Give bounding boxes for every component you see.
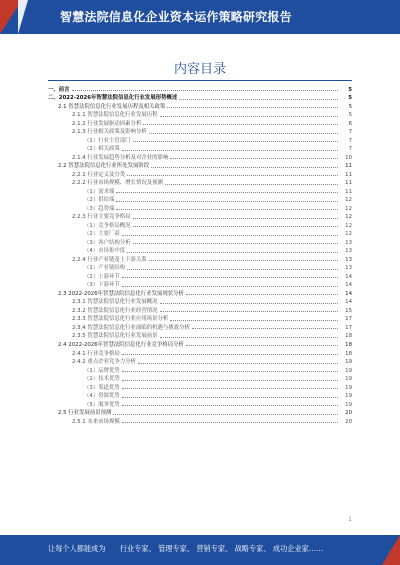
- toc-entry-page: 19: [345, 367, 352, 374]
- toc-entry[interactable]: [48, 365, 352, 374]
- toc-entry[interactable]: [48, 161, 352, 170]
- toc-entry-title: （1）竞争格局概况: [84, 222, 131, 229]
- toc-entry[interactable]: [48, 391, 352, 400]
- toc-entry[interactable]: [48, 246, 352, 255]
- toc-entry-title: 2.1 智慧法院信息化行业发展历程及相关政策: [58, 103, 166, 110]
- table-of-contents: [48, 84, 352, 425]
- toc-leader-dots: [122, 150, 338, 151]
- toc-entry-page: 12: [345, 197, 352, 204]
- toc-entry[interactable]: [48, 280, 352, 289]
- toc-leader-dots: [127, 252, 338, 253]
- toc-leader-dots: [113, 414, 338, 415]
- toc-entry-page: 20: [345, 418, 352, 425]
- toc-leader-dots: [133, 243, 338, 244]
- toc-leader-dots: [122, 286, 338, 287]
- toc-entry-title: （2）供给端: [84, 197, 115, 204]
- toc-entry[interactable]: [48, 127, 352, 136]
- toc-entry-page: 19: [345, 393, 352, 400]
- footer-lead: 让每个人都能成为: [48, 544, 106, 553]
- footer-role: 营销专家: [196, 544, 226, 553]
- footer-slogan: [48, 544, 323, 554]
- toc-entry-title: 2.3.1 智慧法院信息化行业发展概况: [72, 299, 158, 306]
- toc-entry-title: （2）主要厂商: [84, 231, 120, 238]
- toc-entry-page: 13: [345, 239, 352, 246]
- toc-entry-page: 12: [345, 205, 352, 212]
- toc-leader-dots: [127, 269, 338, 270]
- toc-leader-dots: [122, 277, 338, 278]
- toc-leader-dots: [133, 218, 338, 219]
- toc-entry-page: 19: [345, 384, 352, 391]
- toc-leader-dots: [127, 175, 338, 176]
- toc-entry[interactable]: [48, 254, 352, 263]
- toc-entry-title: 2.5.1 未来市场规模: [72, 418, 120, 425]
- toc-entry-page: 19: [345, 359, 352, 366]
- toc-entry-page: 6: [348, 120, 352, 127]
- toc-entry-page: 11: [345, 163, 352, 170]
- toc-entry[interactable]: [48, 297, 352, 306]
- toc-entry-title: 2.3.2 智慧法院信息化行业经营情况: [72, 307, 158, 314]
- toc-leader-dots: [116, 201, 338, 202]
- footer-role: 战略专家: [234, 544, 264, 553]
- toc-leader-dots: [179, 99, 338, 100]
- footer-role: 管理专家: [158, 544, 187, 553]
- toc-entry-title: （2）技术优势: [84, 376, 120, 383]
- toc-entry-title: （3）客户结构分析: [84, 239, 131, 246]
- toc-entry-page: 5: [348, 95, 352, 102]
- toc-entry[interactable]: [48, 93, 352, 102]
- toc-leader-dots: [149, 133, 338, 134]
- toc-entry[interactable]: [48, 220, 352, 229]
- toc-entry-page: 15: [345, 307, 352, 314]
- toc-entry-page: 7: [348, 129, 352, 136]
- toc-entry-title: （1）行业主管部门: [84, 137, 131, 144]
- toc-entry[interactable]: [48, 178, 352, 187]
- report-title: 智慧法院信息化企业资本运作策略研究报告: [60, 10, 292, 24]
- toc-entry-page: 20: [345, 410, 352, 417]
- toc-entry[interactable]: [48, 408, 352, 417]
- toc-leader-dots: [170, 320, 338, 321]
- toc-entry[interactable]: [48, 144, 352, 153]
- toc-entry-title: 2.3.4 智慧法院信息化行业面临的机遇与挑战分析: [72, 324, 190, 331]
- toc-entry-title: 2.2.2 行业市场规模、增长情况及预测: [72, 180, 163, 187]
- toc-entry-title: （3）渠道优势: [84, 384, 120, 391]
- toc-entry[interactable]: [48, 84, 352, 93]
- toc-leader-dots: [170, 158, 338, 159]
- toc-leader-dots: [138, 363, 338, 364]
- toc-entry-page: 10: [345, 154, 352, 161]
- toc-leader-dots: [133, 141, 338, 142]
- toc-entry-page: 12: [345, 214, 352, 221]
- header-white-accent: [18, 0, 28, 34]
- toc-entry-page: 12: [345, 222, 352, 229]
- toc-entry-page: 13: [345, 256, 352, 263]
- toc-entry-title: 2.1.2 行业发展驱动因素分析: [72, 120, 142, 127]
- page-number: 1: [348, 516, 352, 523]
- toc-entry[interactable]: [48, 357, 352, 366]
- toc-entry-page: 11: [345, 180, 352, 187]
- toc-leader-dots: [149, 260, 338, 261]
- toc-entry[interactable]: [48, 263, 352, 272]
- toc-entry[interactable]: [48, 416, 352, 425]
- toc-entry[interactable]: [48, 186, 352, 195]
- toc-entry[interactable]: [48, 382, 352, 391]
- footer-sep: 、: [148, 544, 156, 553]
- toc-entry[interactable]: [48, 288, 352, 297]
- toc-entry-title: 2.2.3 行业主要竞争格局: [72, 214, 131, 221]
- toc-leader-dots: [160, 311, 338, 312]
- toc-entry[interactable]: [48, 374, 352, 383]
- toc-leader-dots: [160, 303, 338, 304]
- toc-leader-dots: [143, 124, 338, 125]
- toc-title: 内容目录: [173, 62, 226, 77]
- toc-leader-dots: [160, 116, 338, 117]
- toc-entry-title: 2.3.5 智慧法院信息化行业发展前景: [72, 333, 158, 340]
- toc-entry[interactable]: [48, 195, 352, 204]
- toc-entry[interactable]: [48, 399, 352, 408]
- toc-entry-title: 2.1.1 智慧法院信息化行业发展历程: [72, 112, 158, 119]
- toc-entry[interactable]: [48, 237, 352, 246]
- footer-sep: 、: [263, 544, 271, 553]
- toc-entry-page: 18: [345, 333, 352, 340]
- toc-entry-page: 5: [348, 86, 352, 93]
- toc-top-divider: [48, 80, 352, 81]
- toc-entry-title: （3）下游环节: [84, 282, 120, 289]
- toc-entry[interactable]: [48, 339, 352, 348]
- toc-entry-title: 2.1.3 行业相关政策及影响分析: [72, 129, 147, 136]
- toc-leader-dots: [122, 422, 338, 423]
- toc-entry[interactable]: [48, 331, 352, 340]
- toc-leader-dots: [116, 209, 338, 210]
- toc-leader-dots: [72, 90, 338, 91]
- toc-entry-page: 11: [345, 188, 352, 195]
- toc-entry[interactable]: [48, 101, 352, 110]
- toc-entry[interactable]: [48, 229, 352, 238]
- toc-entry-title: （1）需求端: [84, 188, 115, 195]
- toc-leader-dots: [122, 388, 338, 389]
- toc-leader-dots: [192, 328, 338, 329]
- toc-leader-dots: [167, 107, 338, 108]
- toc-entry[interactable]: [48, 322, 352, 331]
- toc-entry[interactable]: [48, 212, 352, 221]
- toc-entry-title: 2.3.3 智慧法院信息化行业应用场景分析: [72, 316, 169, 323]
- toc-entry[interactable]: [48, 203, 352, 212]
- toc-entry[interactable]: [48, 314, 352, 323]
- footer-sep: 、: [186, 544, 195, 553]
- toc-entry-page: 19: [345, 401, 352, 408]
- toc-entry-page: 12: [345, 231, 352, 238]
- toc-entry-title: 2.2 智慧法院信息化行业所处发展阶段: [58, 163, 150, 170]
- toc-entry-page: 14: [345, 273, 352, 280]
- toc-entry[interactable]: [48, 152, 352, 161]
- toc-entry-page: 14: [345, 299, 352, 306]
- page-footer: [0, 535, 400, 565]
- toc-entry-title: （5）服务优势: [84, 401, 120, 408]
- toc-entry-page: 13: [345, 248, 352, 255]
- toc-leader-dots: [186, 345, 338, 346]
- toc-entry-page: 17: [345, 316, 352, 323]
- page-header: [0, 0, 400, 34]
- toc-entry-page: 5: [348, 103, 352, 110]
- toc-leader-dots: [160, 337, 338, 338]
- toc-leader-dots: [122, 235, 338, 236]
- toc-entry-page: 18: [345, 350, 352, 357]
- toc-leader-dots: [151, 167, 338, 168]
- toc-entry-page: 13: [345, 265, 352, 272]
- toc-entry-page: 17: [345, 324, 352, 331]
- toc-entry-title: 2.4.1 行业竞争格局: [72, 350, 120, 357]
- toc-entry-title: （3）趋势端: [84, 205, 115, 212]
- footer-red-accent: [382, 535, 400, 565]
- toc-entry[interactable]: [48, 118, 352, 127]
- toc-leader-dots: [186, 294, 338, 295]
- toc-leader-dots: [122, 380, 338, 381]
- toc-leader-dots: [122, 405, 338, 406]
- toc-entry-title: 2.1.4 行业发展趋势分析及对企业的影响: [72, 154, 169, 161]
- toc-entry-page: 5: [348, 112, 352, 119]
- toc-leader-dots: [122, 354, 338, 355]
- toc-entry-title: 2.5 行业发展前景预测: [58, 410, 112, 417]
- toc-entry[interactable]: [48, 271, 352, 280]
- toc-entry-page: 14: [345, 282, 352, 289]
- footer-role: 行业专家: [119, 544, 149, 553]
- toc-entry-page: 11: [345, 171, 352, 178]
- toc-entry-title: 2.4 2022-2026年智慧法院信息化行业竞争格局分析: [58, 341, 184, 348]
- toc-entry-page: 7: [348, 137, 352, 144]
- toc-entry-title: （1）品牌优势: [84, 367, 120, 374]
- toc-entry-title: 二、2022-2026年智慧法院信息化行业发展形势概述: [48, 95, 178, 102]
- toc-entry[interactable]: [48, 169, 352, 178]
- toc-leader-dots: [122, 397, 338, 398]
- toc-entry-title: （2）相关政策: [84, 146, 120, 153]
- footer-sep: 、: [225, 544, 233, 553]
- toc-entry-page: 7: [348, 146, 352, 153]
- toc-entry[interactable]: [48, 135, 352, 144]
- toc-leader-dots: [116, 192, 338, 193]
- toc-entry[interactable]: [48, 110, 352, 119]
- toc-entry-page: 19: [345, 376, 352, 383]
- toc-entry-title: 一、前言: [48, 86, 70, 93]
- toc-entry-title: （1）产业链结构: [84, 265, 126, 272]
- toc-entry-title: 2.4.2 重点企业竞争力分析: [72, 359, 136, 366]
- toc-entry-page: 14: [345, 290, 352, 297]
- toc-leader-dots: [133, 226, 338, 227]
- toc-entry-title: （4）市场集中度: [84, 248, 126, 255]
- toc-entry[interactable]: [48, 305, 352, 314]
- toc-leader-dots: [122, 371, 338, 372]
- toc-leader-dots: [165, 184, 338, 185]
- toc-entry-title: 2.3 2022-2026年智慧法院信息化行业发展现状分析: [58, 290, 184, 297]
- toc-entry-title: 2.2.1 行业定义及分类: [72, 171, 126, 178]
- toc-entry-page: 18: [345, 341, 352, 348]
- toc-entry-title: 2.2.4 行业产业链及上下游关系: [72, 256, 147, 263]
- footer-role: 成功企业家……: [272, 544, 324, 553]
- toc-entry-title: （2）上游环节: [84, 273, 120, 280]
- toc-entry[interactable]: [48, 348, 352, 357]
- toc-entry-title: （4）资源优势: [84, 393, 120, 400]
